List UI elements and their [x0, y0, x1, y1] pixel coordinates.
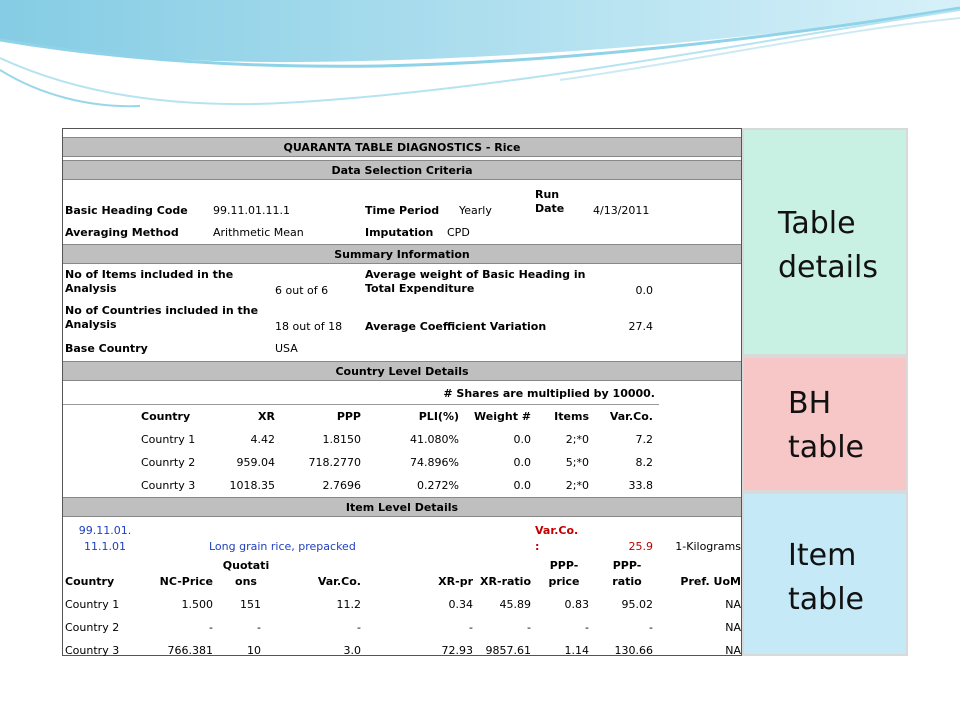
item-row-nc-price: 766.381 — [167, 644, 213, 657]
table-details-label-line1: Table — [778, 206, 856, 241]
country-pli: 0.272% — [417, 479, 459, 492]
item-level-header: Item Level Details — [63, 497, 741, 517]
bh-code-label: Basic Heading Code — [65, 204, 188, 217]
item-row-xr-pr: - — [469, 621, 473, 634]
item-code-line1: 99.11.01. — [78, 524, 132, 537]
table-details-panel — [742, 128, 908, 356]
item-row-pref-uom: NA — [725, 644, 741, 657]
item-uom: 1-Kilograms — [675, 540, 741, 553]
item-row-ppp-price: - — [585, 621, 589, 634]
country-col-weight: Weight # — [474, 410, 531, 423]
avg-weight-label: Average weight of Basic Heading in Total Expenditure — [365, 268, 586, 295]
item-row-varco: - — [357, 621, 361, 634]
item-row-xr-pr: 0.34 — [448, 598, 473, 611]
bh-table-panel — [742, 356, 908, 492]
item-code-line2: 11.1.01 — [84, 540, 126, 553]
bh-code-value: 99.11.01.11.1 — [213, 204, 290, 217]
country-weight: 0.0 — [513, 456, 531, 469]
item-row-xr-pr: 72.93 — [441, 644, 473, 657]
country-col-items: Items — [554, 410, 589, 423]
items-included-label: No of Items included in the Analysis — [65, 268, 234, 295]
item-row-quotations: 10 — [247, 644, 261, 657]
quaranta-table — [62, 128, 742, 656]
imputation-label: Imputation — [365, 226, 434, 239]
avg-cv-value: 27.4 — [628, 320, 653, 333]
items-included-value: 6 out of 6 — [275, 284, 329, 297]
country-varco: 7.2 — [635, 433, 653, 446]
item-row-quotations: - — [257, 621, 261, 634]
item-row-varco: 11.2 — [336, 598, 361, 611]
item-row-nc-price: 1.500 — [181, 598, 213, 611]
item-col-nc-price: NC-Price — [159, 575, 213, 588]
country-pli: 74.896% — [410, 456, 459, 469]
run-date-label: Run Date — [535, 188, 565, 215]
country-weight: 0.0 — [513, 433, 531, 446]
item-row-pref-uom: NA — [725, 598, 741, 611]
avg-cv-label: Average Coefficient Variation — [365, 320, 547, 333]
averaging-value: Arithmetic Mean — [213, 226, 304, 239]
item-varco-value: 25.9 — [628, 540, 653, 553]
item-col-xr-pr: XR-pr — [438, 575, 473, 588]
item-row-nc-price: - — [209, 621, 213, 634]
item-varco-label-line1: Var.Co. — [535, 524, 579, 537]
table-details-label-line2: details — [778, 250, 878, 285]
table-title: QUARANTA TABLE DIAGNOSTICS - Rice — [63, 137, 741, 157]
data-selection-header: Data Selection Criteria — [63, 160, 741, 180]
country-xr: 4.42 — [250, 433, 275, 446]
country-xr: 959.04 — [236, 456, 275, 469]
country-col-pli: PLI(%) — [418, 410, 459, 423]
countries-included-value: 18 out of 18 — [275, 320, 343, 333]
item-row-xr-ratio: - — [527, 621, 531, 634]
country-name: Counrty 3 — [141, 479, 196, 492]
base-country-value: USA — [275, 342, 298, 355]
country-items: 5;*0 — [565, 456, 589, 469]
item-row-xr-ratio: 45.89 — [499, 598, 531, 611]
item-name: Long grain rice, prepacked — [209, 540, 356, 553]
item-col-varco: Var.Co. — [317, 575, 361, 588]
item-row-ppp-ratio: - — [649, 621, 653, 634]
country-ppp: 718.2770 — [308, 456, 361, 469]
item-row-country: Country 2 — [65, 621, 120, 634]
item-col-quotations-l1: Quotati — [222, 559, 270, 572]
item-row-ppp-price: 0.83 — [564, 598, 589, 611]
item-col-pref-uom: Pref. UoM — [680, 575, 741, 588]
country-ppp: 1.8150 — [322, 433, 361, 446]
country-grid-divider — [63, 404, 659, 405]
country-varco: 33.8 — [628, 479, 653, 492]
item-col-country: Country — [65, 575, 115, 588]
country-name: Country 1 — [141, 433, 196, 446]
item-row-xr-ratio: 9857.61 — [485, 644, 531, 657]
item-col-ppp-price-l1: PPP- — [549, 559, 579, 572]
country-weight: 0.0 — [513, 479, 531, 492]
avg-weight-value: 0.0 — [635, 284, 653, 297]
averaging-label: Averaging Method — [65, 226, 179, 239]
item-table-label-line2: table — [788, 582, 864, 617]
country-name: Counrty 2 — [141, 456, 196, 469]
imputation-value: CPD — [447, 226, 470, 239]
item-row-country: Country 1 — [65, 598, 120, 611]
item-table-panel — [742, 492, 908, 656]
country-col-xr: XR — [258, 410, 275, 423]
countries-included-label: No of Countries included in the Analysis — [65, 304, 259, 331]
country-items: 2;*0 — [565, 479, 589, 492]
base-country-label: Base Country — [65, 342, 148, 355]
item-col-ppp-price-l2: price — [548, 575, 580, 588]
item-varco-label-line2: : — [535, 540, 540, 553]
item-table-label-line1: Item — [788, 538, 857, 573]
item-col-quotations-l2: ons — [235, 575, 257, 588]
item-row-ppp-ratio: 130.66 — [614, 644, 653, 657]
summary-header: Summary Information — [63, 244, 741, 264]
country-varco: 8.2 — [635, 456, 653, 469]
item-col-ppp-ratio-l1: PPP- — [612, 559, 642, 572]
bh-table-label-line2: table — [788, 430, 864, 465]
country-col-varco: Var.Co. — [609, 410, 653, 423]
time-period-value: Yearly — [459, 204, 492, 217]
item-row-country: Country 3 — [65, 644, 120, 657]
item-row-varco: 3.0 — [343, 644, 361, 657]
country-xr: 1018.35 — [229, 479, 275, 492]
item-col-ppp-ratio-l2: ratio — [612, 575, 642, 588]
shares-note: # Shares are multiplied by 10000. — [443, 387, 655, 400]
country-col-ppp: PPP — [336, 410, 361, 423]
country-ppp: 2.7696 — [322, 479, 361, 492]
country-items: 2;*0 — [565, 433, 589, 446]
item-col-xr-ratio: XR-ratio — [480, 575, 531, 588]
country-level-header: Country Level Details — [63, 361, 741, 381]
item-row-ppp-ratio: 95.02 — [621, 598, 653, 611]
time-period-label: Time Period — [365, 204, 440, 217]
bh-table-label-line1: BH — [788, 386, 832, 421]
run-date-value: 4/13/2011 — [593, 204, 650, 217]
item-row-quotations: 151 — [240, 598, 261, 611]
item-row-pref-uom: NA — [725, 621, 741, 634]
header-swoosh-decoration — [0, 0, 960, 130]
item-row-ppp-price: 1.14 — [564, 644, 589, 657]
country-pli: 41.080% — [410, 433, 459, 446]
country-col-country: Country — [141, 410, 191, 423]
